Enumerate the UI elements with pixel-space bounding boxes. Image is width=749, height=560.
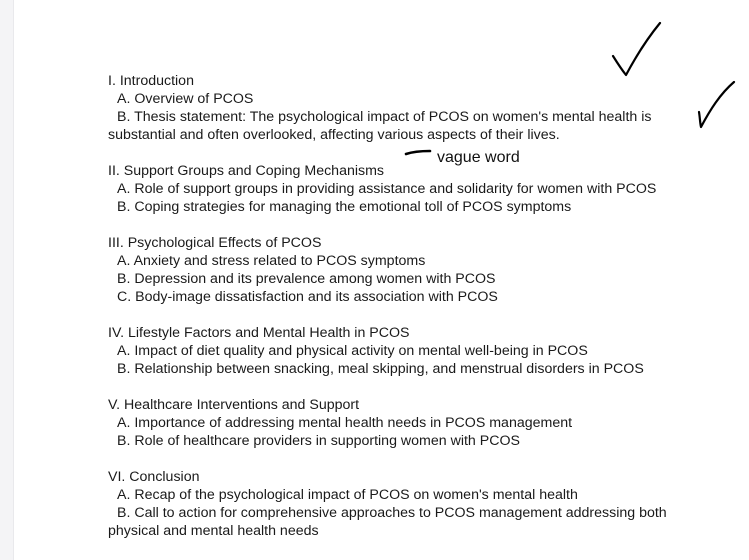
section-heading: V. Healthcare Interventions and Support — [108, 397, 360, 413]
outline-item: B. Call to action for comprehensive approaches to PCOS management addressing both physical and mental health needs — [108, 505, 667, 539]
checkmark-icon — [610, 20, 670, 80]
section-heading: IV. Lifestyle Factors and Mental Health in PCOS — [108, 325, 410, 341]
vague-word-annotation: vague word — [437, 149, 520, 166]
outline-item: A. Anxiety and stress related to PCOS symptoms — [117, 253, 426, 269]
outline-section-introduction — [108, 72, 698, 144]
outline-section-lifestyle-factors — [108, 324, 698, 378]
section-heading: I. Introduction — [108, 73, 194, 89]
outline-item: C. Body-image dissatisfaction and its association with PCOS — [117, 289, 498, 305]
section-heading: II. Support Groups and Coping Mechanisms — [108, 163, 385, 179]
outline-item: A. Impact of diet quality and physical activity on mental well-being in PCOS — [117, 343, 588, 359]
outline-item: B. Role of healthcare providers in supporting women with PCOS — [117, 433, 520, 449]
outline-item: A. Overview of PCOS — [117, 91, 254, 107]
outline-item: B. Coping strategies for managing the emotional toll of PCOS symptoms — [117, 199, 572, 215]
left-gutter — [0, 0, 14, 560]
section-heading: VI. Conclusion — [108, 469, 200, 485]
outline-item: B. Depression and its prevalence among women with PCOS — [117, 271, 496, 287]
thesis-statement: B. Thesis statement: The psychological impact of PCOS on women's mental health is substantial and often overlooked, affecting various aspects of their lives. — [108, 109, 652, 143]
outline-item: A. Recap of the psychological impact of PCOS on women's mental health — [117, 487, 578, 503]
outline-item: A. Importance of addressing mental health needs in PCOS management — [117, 415, 573, 431]
outline-section-healthcare — [108, 396, 698, 450]
section-heading: III. Psychological Effects of PCOS — [108, 235, 322, 251]
outline-section-psychological-effects — [108, 234, 698, 306]
outline-section-support-groups — [108, 162, 698, 216]
outline-document — [108, 72, 698, 540]
dash-mark — [404, 148, 434, 158]
outline-item: B. Relationship between snacking, meal skipping, and menstrual disorders in PCOS — [117, 361, 644, 377]
checkmark-icon — [696, 78, 741, 133]
outline-section-conclusion — [108, 468, 698, 540]
outline-item: A. Role of support groups in providing assistance and solidarity for women with PCOS — [117, 181, 657, 197]
